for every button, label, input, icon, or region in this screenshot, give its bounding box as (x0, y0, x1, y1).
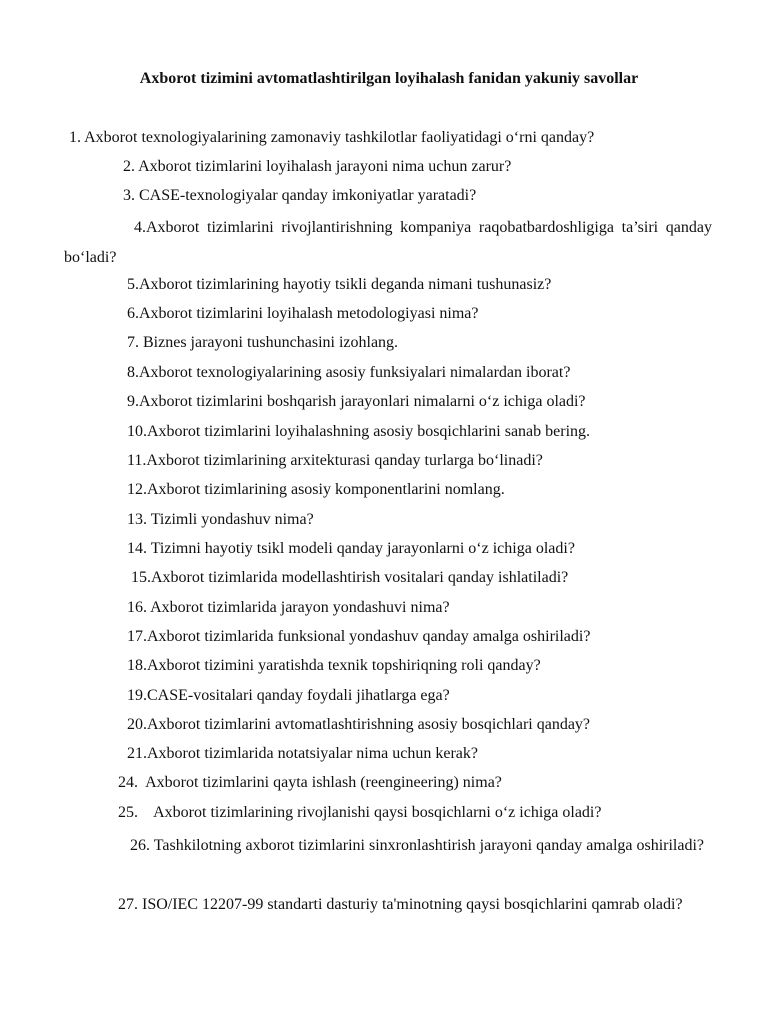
question-16: 16. Axborot tizimlarida jarayon yondashuvi nima? (127, 599, 450, 616)
question-20: 20.Axborot tizimlarini avtomatlashtirishning asosiy bosqichlari qanday? (127, 716, 591, 733)
question-26: 26. Tashkilotning axborot tizimlarini sinxronlashtirish jarayoni qanday amalga oshiriladi? (130, 837, 705, 854)
question-27: 27. ISO/IEC 12207-99 standarti dasturiy ta'minotning qaysi bosqichlarini qamrab oladi? (118, 896, 683, 913)
question-14: 14. Tizimni hayotiy tsikl modeli qanday jarayonlarni o‘z ichiga oladi? (127, 540, 575, 557)
question-7: 7. Biznes jarayoni tushunchasini izohlang. (127, 334, 399, 351)
question-17: 17.Axborot tizimlarida funksional yondashuv qanday amalga oshiriladi? (127, 628, 591, 645)
question-24: 24. Axborot tizimlarini qayta ishlash (reengineering) nima? (118, 774, 502, 791)
question-10: 10.Axborot tizimlarini loyihalashning asosiy bosqichlarini sanab bering. (127, 423, 591, 440)
question-25: 25. Axborot tizimlarining rivojlanishi qaysi bosqichlarni o‘z ichiga oladi? (118, 804, 602, 821)
question-3: 3. CASE-texnologiyalar qanday imkoniyatlar yaratadi? (123, 187, 477, 204)
question-6: 6.Axborot tizimlarini loyihalash metodologiyasi nima? (127, 305, 479, 322)
question-12: 12.Axborot tizimlarining asosiy komponentlarini nomlang. (127, 481, 505, 498)
question-4: 4.Axborot tizimlarini rivojlantirishning kompaniya raqobatbardoshligiga ta’siri qanday bo‘ladi? (64, 219, 712, 266)
question-1: 1. Axborot texnologiyalarining zamonaviy tashkilotlar faoliyatidagi o‘rni qanday? (69, 129, 595, 146)
question-13: 13. Tizimli yondashuv nima? (127, 511, 314, 528)
question-5: 5.Axborot tizimlarining hayotiy tsikli deganda nimani tushunasiz? (127, 276, 552, 293)
question-21: 21.Axborot tizimlarida notatsiyalar nima uchun kerak? (127, 745, 478, 762)
question-11: 11.Axborot tizimlarining arxitekturasi qanday turlarga bo‘linadi? (127, 452, 543, 469)
question-8: 8.Axborot texnologiyalarining asosiy funksiyalari nimalardan iborat? (127, 364, 571, 381)
question-18: 18.Axborot tizimini yaratishda texnik topshiriqning roli qanday? (127, 657, 541, 674)
question-15: 15.Axborot tizimlarida modellashtirish vositalari qanday ishlatiladi? (131, 569, 569, 586)
question-19: 19.CASE-vositalari qanday foydali jihatlarga ega? (127, 687, 450, 704)
document-title: Axborot tizimini avtomatlashtirilgan loyihalash fanidan yakuniy savollar (139, 70, 639, 87)
question-9: 9.Axborot tizimlarini boshqarish jarayonlari nimalarni o‘z ichiga oladi? (127, 393, 586, 410)
question-2: 2. Axborot tizimlarini loyihalash jarayoni nima uchun zarur? (123, 158, 512, 175)
